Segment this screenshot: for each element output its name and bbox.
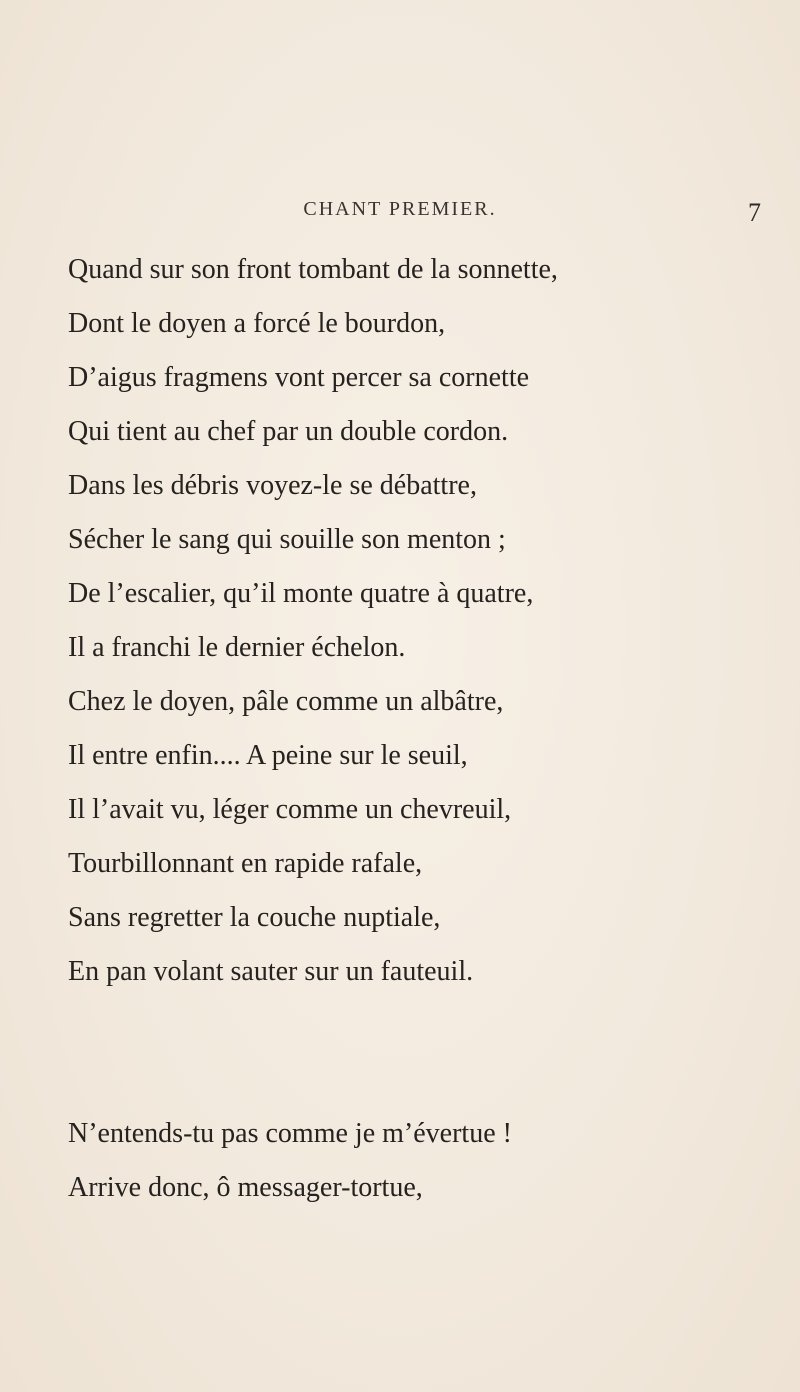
verse-line: De l’escalier, qu’il monte quatre à quatre,	[68, 578, 534, 609]
page-number: 7	[748, 198, 761, 227]
verse-line: Sans regretter la couche nuptiale,	[68, 902, 441, 933]
verse-line: Tourbillonnant en rapide rafale,	[68, 848, 423, 879]
stanza-1	[68, 243, 558, 999]
stanza-2	[68, 1107, 512, 1215]
verse-line: Chez le doyen, pâle comme un albâtre,	[68, 686, 504, 717]
verse-line: En pan volant sauter sur un fauteuil.	[68, 956, 474, 987]
verse-line: Il a franchi le dernier échelon.	[68, 632, 406, 663]
verse-line: Qui tient au chef par un double cordon.	[68, 416, 509, 447]
verse-line: D’aigus fragmens vont percer sa cornette	[68, 362, 530, 393]
verse-line: N’entends-tu pas comme je m’évertue !	[68, 1118, 512, 1149]
running-title: CHANT PREMIER.	[303, 198, 497, 220]
verse-line: Dans les débris voyez-le se débattre,	[68, 470, 477, 501]
verse-line: Il l’avait vu, léger comme un chevreuil,	[68, 794, 512, 825]
verse-line: Quand sur son front tombant de la sonnette,	[68, 254, 558, 285]
verse-line: Sécher le sang qui souille son menton ;	[68, 524, 506, 555]
verse-line: Arrive donc, ô messager-tortue,	[68, 1172, 423, 1203]
verse-line: Il entre enfin.... A peine sur le seuil,	[68, 740, 468, 771]
verse-line: Dont le doyen a forcé le bourdon,	[68, 308, 446, 339]
